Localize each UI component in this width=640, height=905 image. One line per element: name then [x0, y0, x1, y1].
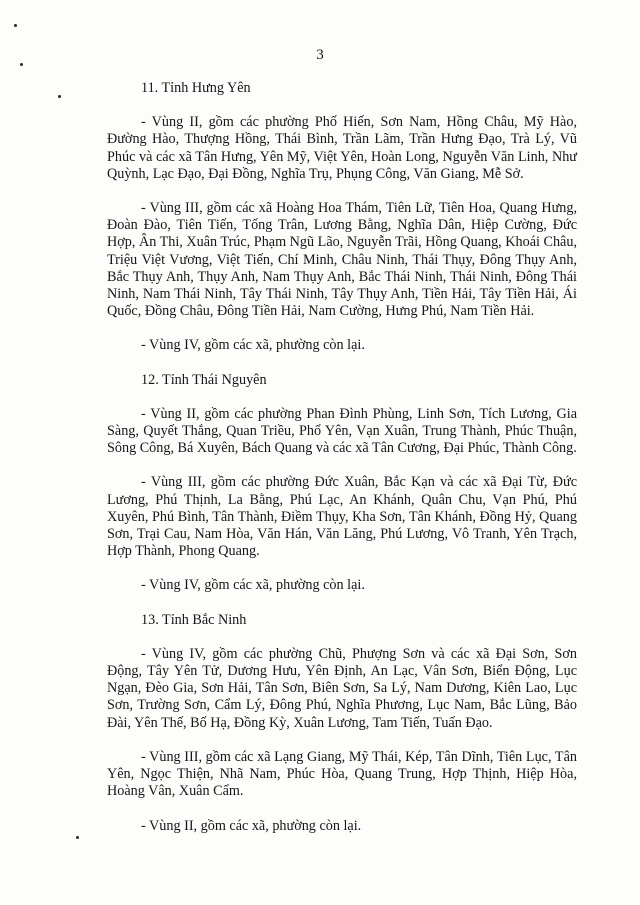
paragraph: - Vùng II, gồm các phường Phố Hiến, Sơn Nam, Hồng Châu, Mỹ Hào, Đường Hào, Thượng Hồng, Thái Bình, Trần Lãm, Trần Hưng Đạo, Trà Lý, Vũ Phúc và các xã Tân Hưng, Yên Mỹ, Việt Yên, Hoàn Long, Nguyễn Văn Linh, Như Quỳnh, Lạc Đạo, Đại Đồng, Nghĩa Trụ, Phụng Công, Văn Giang, Mễ Sở. — [107, 114, 577, 182]
paragraph: - Vùng II, gồm các xã, phường còn lại. — [141, 817, 362, 834]
scan-speck — [76, 836, 79, 839]
page-number: 3 — [316, 47, 324, 63]
paragraph: - Vùng IV, gồm các xã, phường còn lại. — [141, 337, 365, 354]
paragraph: - Vùng III, gồm các xã Hoàng Hoa Thám, Tiên Lữ, Tiên Hoa, Quang Hưng, Đoàn Đào, Tiên Tiến, Tống Trân, Lương Bằng, Nghĩa Dân, Hiệp Cường, Đức Hợp, Ân Thi, Xuân Trúc, Phạm Ngũ Lão, Nguyễn Trãi, Hồng Quang, Khoái Châu, Triệu Việt Vương, Việt Tiến, Chí Minh, Châu Ninh, Thái Thụy, Đông Thụy Anh, Bắc Thụy Anh, Thụy Anh, Nam Thụy Anh, Bắc Thái Ninh, Thái Ninh, Đông Thái Ninh, Nam Thái Ninh, Tây Thái Ninh, Tây Thụy Anh, Tiền Hải, Tây Tiền Hải, Ái Quốc, Đồng Châu, Đông Tiền Hải, Nam Cường, Hưng Phú, Nam Tiền Hải. — [107, 200, 577, 320]
section-heading: 12. Tỉnh Thái Nguyên — [141, 371, 267, 388]
scan-speck — [20, 63, 23, 66]
paragraph: - Vùng II, gồm các phường Phan Đình Phùng, Linh Sơn, Tích Lương, Gia Sàng, Quyết Thắng, Quan Triều, Phổ Yên, Vạn Xuân, Trung Thành, Phúc Thuận, Sông Công, Bá Xuyên, Bách Quang và các xã Tân Cương, Đại Phúc, Thành Công. — [107, 405, 577, 457]
paragraph: - Vùng III, gồm các xã Lạng Giang, Mỹ Thái, Kép, Tân Dĩnh, Tiên Lục, Tân Yên, Ngọc Thiện, Nhã Nam, Phúc Hòa, Quang Trung, Hợp Thịnh, Hiệp Hòa, Hoàng Vân, Xuân Cẩm. — [107, 748, 577, 800]
scan-speck — [58, 95, 61, 98]
section-thai-nguyen — [107, 372, 577, 595]
section-hung-yen — [107, 80, 577, 355]
document-content — [107, 80, 577, 852]
section-heading: 13. Tỉnh Bắc Ninh — [141, 611, 247, 628]
scan-speck — [14, 24, 17, 27]
paragraph: - Vùng III, gồm các phường Đức Xuân, Bắc Kạn và các xã Đại Từ, Đức Lương, Phú Thịnh, La Bằng, Phú Lạc, An Khánh, Quân Chu, Vạn Phú, Phú Xuyên, Phú Bình, Tân Thành, Điềm Thụy, Kha Sơn, Tân Khánh, Đồng Hỷ, Quang Sơn, Trại Cau, Nam Hòa, Văn Hán, Văn Lăng, Phú Lương, Vô Tranh, Yên Trạch, Hợp Thành, Phong Quang. — [107, 474, 577, 560]
section-heading: 11. Tỉnh Hưng Yên — [141, 80, 251, 96]
paragraph: - Vùng IV, gồm các phường Chũ, Phượng Sơn và các xã Đại Sơn, Sơn Động, Tây Yên Tử, Dương Hưu, Yên Định, An Lạc, Vân Sơn, Biển Động, Lục Ngạn, Đèo Gia, Sơn Hải, Tân Sơn, Biên Sơn, Sa Lý, Nam Dương, Kiên Lao, Lục Sơn, Trường Sơn, Cẩm Lý, Đông Phú, Nghĩa Phương, Lục Nam, Bắc Lũng, Bảo Đài, Yên Thế, Bố Hạ, Đồng Kỳ, Xuân Lương, Tam Tiến, Tuấn Đạo. — [107, 645, 577, 731]
paragraph: - Vùng IV, gồm các xã, phường còn lại. — [141, 577, 365, 594]
section-bac-ninh — [107, 612, 577, 835]
